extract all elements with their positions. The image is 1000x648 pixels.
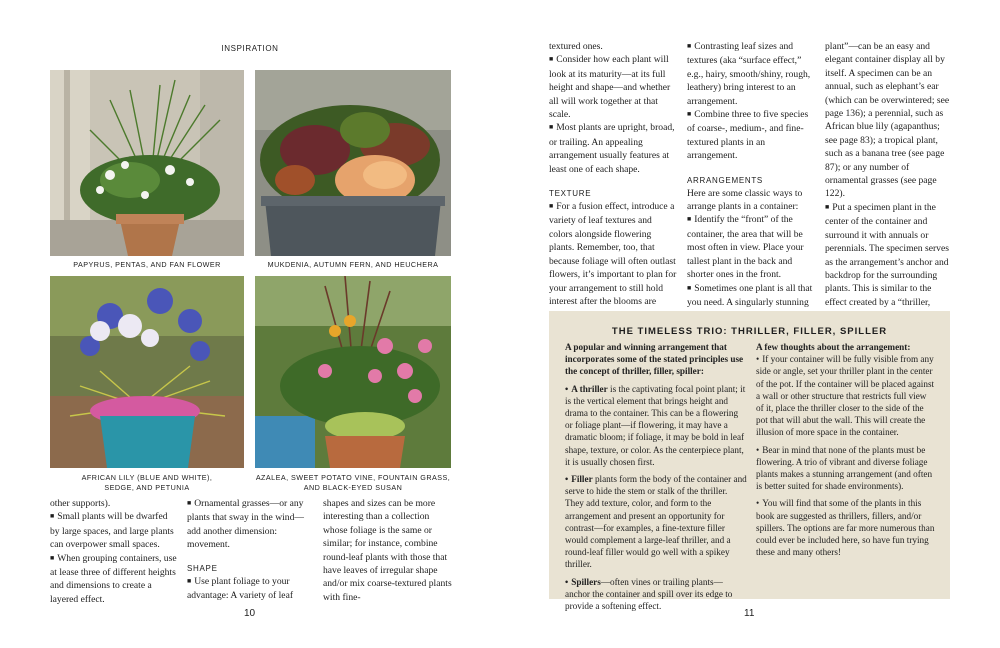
term-spillers: Spillers (571, 576, 601, 587)
section-heading-arrangements: ARRANGEMENTS (687, 175, 763, 185)
right-text-column-2 (687, 40, 815, 323)
photo-african-lily-sedge-petunia (50, 276, 244, 468)
left-text-column-1 (50, 497, 178, 606)
definition: —often vines or trailing plants—anchor the container and spill over its edge to provide a softening effect. (565, 576, 733, 612)
term-thriller: A thriller (571, 383, 608, 394)
bullet-item: ■ Sometimes one plant is all that you need. A singularly stunning (687, 282, 815, 323)
photo-papyrus-pentas-fan-flower (50, 70, 244, 256)
page-number-right: 11 (744, 608, 755, 619)
bullet-item: ■ Ornamental grasses—or any plants that sway in the wind—add another dimension: movement. (187, 497, 315, 552)
photo-azalea-sweet-potato-fountain-grass (255, 276, 451, 468)
sidebar-left-column (565, 341, 747, 617)
bullet-item: ■ Consider how each plant will look at its maturity—at its full height and shape—and whether all will work together at that scale. (549, 53, 677, 121)
photo-caption (50, 473, 244, 492)
photo-caption-line: AFRICAN LILY (BLUE AND WHITE), (81, 473, 213, 482)
sidebar-item-thriller (565, 383, 747, 468)
bullet-item: ■ Combine three to five species of coarse-, medium-, and fine-textured plants in an arrangement. (687, 108, 815, 163)
section-heading-texture: TEXTURE (549, 189, 592, 199)
paragraph: Here are some classic ways to arrange plants in a container: (687, 187, 803, 213)
left-text-column-3 (323, 497, 453, 604)
photo-caption-line: AZALEA, SWEET POTATO VINE, FOUNTAIN GRASS, (255, 473, 451, 482)
right-text-column-3 (825, 40, 953, 323)
photo-caption (255, 473, 451, 492)
section-heading-shape: SHAPE (187, 563, 218, 573)
photo-caption: PAPYRUS, PENTAS, AND FAN FLOWER (73, 260, 221, 269)
bullet-item: ■ Use plant foliage to your advantage: A variety of leaf (187, 575, 315, 603)
paragraph: plant”—can be an easy and elegant container display all by itself. A specimen can be an annual, such as elephant’s ear (which can be overwintered; see page 136); a perennial, such as African blue lily (agapanthus; see page 83); a tropical plant, such as a banana tree (see page 87); or any number of ornamental grasses (see page 122). (825, 41, 950, 200)
sidebar-item-filler (565, 473, 747, 571)
photo-caption: MUKDENIA, AUTUMN FERN, AND HEUCHERA (267, 260, 439, 269)
page-number-left: 10 (244, 608, 256, 619)
bullet-item: ■ Most plants are upright, broad, or trailing. An appealing arrangement usually features at least one of each shape. (549, 121, 677, 176)
definition: plants form the body of the container and serve to hide the stem or stalk of the thriller. They add texture, color, and form to the arrangement and present an opportunity for contrast—for examples, a fine-texture filler would complement a large-leaf thriller, and a round-leaf filler would go well with a spikey thriller. (565, 474, 747, 570)
bullet-item: ■ Small plants will be dwarfed by large spaces, and large plants can overpower small spaces. (50, 510, 178, 551)
bullet-item: ■ When grouping containers, use at lease three of different heights and dimensions to create a layered effect. (50, 552, 178, 607)
right-text-column-1 (549, 40, 677, 322)
bullet-item: ■ Contrasting leaf sizes and textures (aka “surface effect,” e.g., hairy, smooth/shiny, rough, leathery) bring interest to an arrangement. (687, 40, 815, 108)
sidebar-timeless-trio (549, 311, 950, 612)
left-text-column-2 (187, 497, 315, 602)
bullet-item: ■ For a fusion effect, introduce a variety of leaf textures and colors alongside flowering plants. Remember, too, that because foliage will often outlast flowers, it’s important to plan for your arrangement to still hold interest after the blooms are (549, 200, 677, 322)
bullet-item: • If your container will be fully visible from any side or angle, set your thriller plant in the center of the pot. If the container will be placed against a wall or other structure that restricts full view of it, place the thriller closer to the side of the pot that will abut the wall. This will create the illusion of more space in the container. (756, 353, 936, 438)
paragraph: other supports). (50, 498, 111, 509)
definition: is the captivating focal point plant; it is the vertical element that brings height and drama to the container. This can be a flowering or foliage plant—if flowering, it may have a dramatic bloom; if foliage, it may be bold in leaf shape, texture, or color. As the centerpiece plant, it is usually chosen first. (565, 383, 746, 467)
photo-caption-line: SEDGE, AND PETUNIA (104, 482, 190, 492)
running-head: INSPIRATION (221, 44, 279, 53)
paragraph: textured ones. (549, 41, 603, 52)
sidebar-intro: A popular and winning arrangement that incorporates some of the stated principles use the concept of thriller, filler, spiller: (565, 342, 744, 377)
paragraph: shapes and sizes can be more interesting than a collection whose foliage is the same or similar; for instance, combine round-leaf plants with those that have leaves of irregular shape and/or mix coarse-textured plants with fine- (323, 498, 452, 603)
term-filler: Filler (571, 474, 593, 485)
sidebar-item-spillers (565, 576, 747, 613)
photo-mukdenia-fern-heuchera (255, 70, 451, 256)
sidebar-right-heading: A few thoughts about the arrangement: (756, 342, 911, 352)
photo-caption-line: AND BLACK-EYED SUSAN (303, 482, 403, 492)
bullet-item: • Bear in mind that none of the plants must be flowering. A trio of vibrant and diverse foliage plants makes a stunning arrangement (and often is better suited for shade environments). (756, 444, 936, 493)
bullet-item: • You will find that some of the plants in this book are suggested as thrillers, fillers, and/or spillers. The options are far more numerous than could ever be included here, so have fun trying these and many others! (756, 497, 936, 558)
bullet-item: ■ Put a specimen plant in the center of the container and surround it with annuals or perennials. The specimen serves as the arrangement’s anchor and backdrop for the surrounding plants. This is similar to the effect created by a “thriller, (825, 201, 953, 323)
sidebar-right-column (756, 341, 936, 563)
bullet-item: ■ Identify the “front” of the container, the area that will be most often in view. Place your tallest plant in the back and shorter ones in the front. (687, 213, 815, 281)
sidebar-title: THE TIMELESS TRIO: THRILLER, FILLER, SPILLER (611, 326, 888, 337)
